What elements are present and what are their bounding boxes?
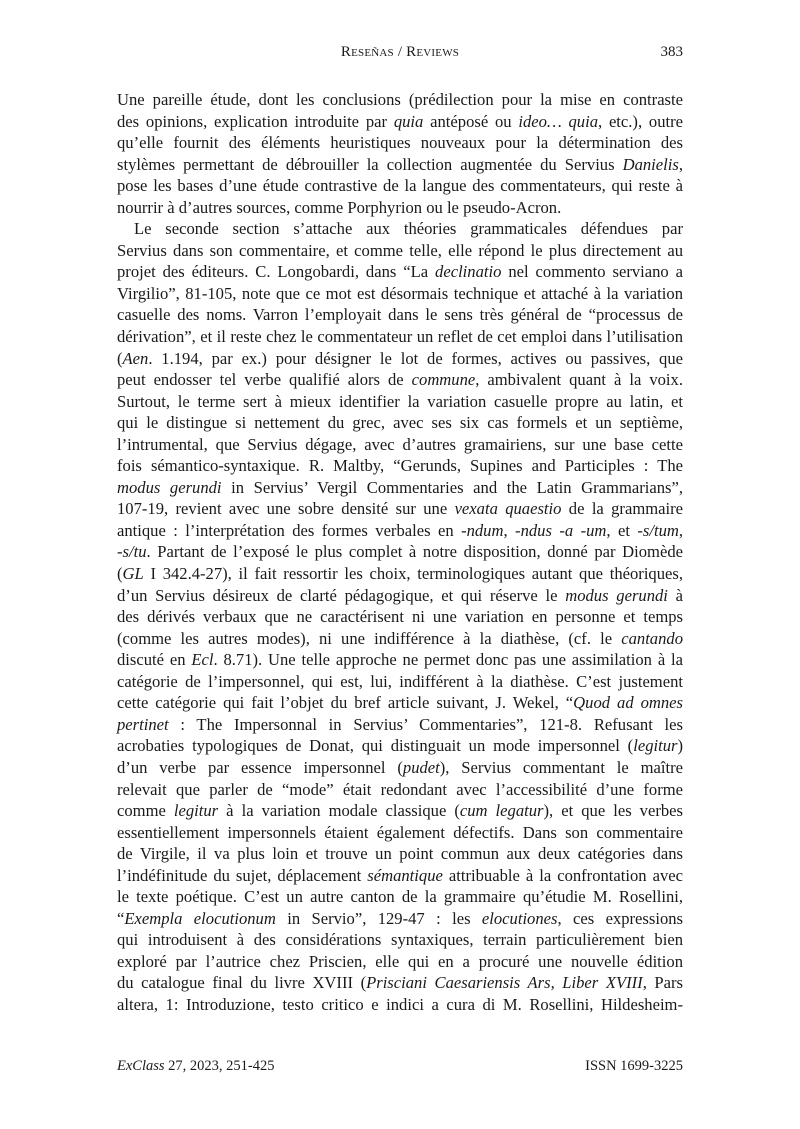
italic-term: Exempla elocutionum xyxy=(124,908,276,928)
text-line xyxy=(117,89,683,111)
text-line xyxy=(117,132,683,154)
text-segment: qui introduisent à des considérations syntaxiques, terrain particulièrement bien xyxy=(117,930,683,950)
text-line xyxy=(117,800,683,822)
text-line xyxy=(117,865,683,887)
italic-term: modus gerundi xyxy=(565,585,668,605)
italic-term: declinatio xyxy=(435,262,502,282)
issn: ISSN 1699-3225 xyxy=(585,1058,683,1074)
text-line xyxy=(117,779,683,801)
italic-term: -s/tum xyxy=(637,520,679,540)
text-segment: altera, 1: Introduzione, testo critico e indici a cura di M. Rosellini, Hildesheim- xyxy=(117,994,683,1014)
text-segment: à xyxy=(667,585,684,605)
journal-citation xyxy=(117,1058,275,1075)
text-segment: , et xyxy=(606,520,638,540)
text-line xyxy=(117,283,683,305)
text-line xyxy=(117,585,683,607)
text-segment: comme xyxy=(117,801,174,821)
paragraph xyxy=(117,89,683,218)
italic-term: vexata quaestio xyxy=(454,499,562,519)
text-segment: stylèmes permettant de débrouiller la collection augmentée du Servius xyxy=(117,154,623,174)
italic-term: legitur xyxy=(633,736,678,756)
text-line xyxy=(117,498,683,520)
text-segment: , etc.), outre xyxy=(598,111,683,131)
text-line xyxy=(117,154,683,176)
text-segment: cette catégorie qui fait l’objet du bref article suivant, J. Wekel, “ xyxy=(117,693,574,713)
body-text xyxy=(117,89,683,1016)
text-line xyxy=(117,175,683,197)
italic-term: -ndus -a -um xyxy=(515,520,607,540)
text-line xyxy=(117,563,683,585)
text-segment: dérivation”, et il reste chez le commentateur un reflet de cet emploi dans l’utilisation xyxy=(117,327,683,347)
text-line xyxy=(117,972,683,994)
italic-term: Quod ad omnes xyxy=(573,693,684,713)
text-segment: , ces expressions xyxy=(557,908,683,928)
text-line xyxy=(117,649,683,671)
text-segment: acrobaties typologiques de Donat, qui distinguait un mode impersonnel ( xyxy=(117,736,634,756)
text-line xyxy=(117,261,683,283)
italic-term: cum legatur xyxy=(459,801,544,821)
text-segment: , xyxy=(503,520,516,540)
text-segment: I 342.4-27), il fait ressortir les choix, terminologiques autant que théoriques, xyxy=(143,564,683,584)
italic-term: legitur xyxy=(173,801,219,821)
text-segment: 107-19, revient avec une sobre densité sur une xyxy=(117,499,455,519)
text-line xyxy=(117,111,683,133)
text-line xyxy=(117,671,683,693)
text-segment: des opinions, explication introduite par xyxy=(117,111,394,131)
italic-term: elocutiones xyxy=(481,908,558,928)
text-segment: attribuable à la confrontation avec xyxy=(442,865,683,885)
text-segment: Servius dans son commentaire, et comme telle, elle répond le plus directement au xyxy=(117,240,683,260)
text-segment: nourrir à d’autres sources, comme Porphyrion ou le pseudo-Acron. xyxy=(117,197,562,217)
text-segment: ( xyxy=(117,348,123,368)
text-segment: qui le distingue si nettement du grec, avec ses six cas formels et un septième, xyxy=(117,413,683,433)
text-segment: l’intrumental, que Servius dégage, avec d’autres gramairiens, sur une base cette xyxy=(117,434,683,454)
text-segment: (comme les autres modes), ni une indifférence à la diathèse, (cf. le xyxy=(117,628,622,648)
italic-term: GL xyxy=(122,564,144,584)
text-line xyxy=(117,951,683,973)
text-segment: exploré par l’autrice chez Priscien, elle qui en a procuré une nouvelle édition xyxy=(117,951,683,971)
text-segment: relevait que parler de “mode” était redondant avec l’accessibilité d’une forme xyxy=(117,779,683,799)
text-segment: ) xyxy=(677,736,683,756)
text-line xyxy=(117,886,683,908)
text-line xyxy=(117,606,683,628)
text-segment: fois sémantico-syntaxique. R. Maltby, “Gerunds, Supines and Participles : The xyxy=(117,456,683,476)
text-segment: casuelle des noms. Varron l’employait dans le sens très général de “processus de xyxy=(117,305,683,325)
volume-info: 27, 2023, 251-425 xyxy=(164,1058,275,1074)
italic-term: modus gerundi xyxy=(117,477,222,497)
text-segment: in Servius’ Vergil Commentaries and the Latin Grammarians”, xyxy=(221,477,683,497)
italic-term: commune xyxy=(411,370,476,390)
paragraph xyxy=(117,218,683,1015)
text-segment: , xyxy=(678,520,684,540)
text-line xyxy=(117,714,683,736)
text-segment: ), Servius commentant le maître xyxy=(439,757,683,777)
text-line xyxy=(117,197,683,219)
italic-term: pertinet xyxy=(117,714,169,734)
text-line xyxy=(117,994,683,1016)
text-segment: le texte poétique. C’est un autre canton de la grammaire qu’étudie M. Rosellini, xyxy=(117,887,683,907)
italic-term: -s/tu xyxy=(117,542,147,562)
text-segment: à la variation modale classique ( xyxy=(218,801,460,821)
text-segment: Surtout, le terme sert à mieux identifier la variation casuelle propre au latin, et xyxy=(117,391,683,411)
text-segment: d’un verbe par essence impersonnel ( xyxy=(117,757,403,777)
text-segment: in Servio”, 129-47 : les xyxy=(275,908,482,928)
text-segment: peut endosser tel verbe qualifié alors de xyxy=(117,370,412,390)
text-segment: , xyxy=(678,154,683,174)
text-line xyxy=(117,369,683,391)
text-line xyxy=(117,477,683,499)
text-line xyxy=(117,304,683,326)
text-segment: projet des éditeurs. C. Longobardi, dans “La xyxy=(117,262,436,282)
text-segment: . 8.71). Une telle approche ne permet donc pas une assimilation à la xyxy=(213,650,683,670)
text-segment: des dérivés verbaux que ne caractérisent ni une variation en personne et temps xyxy=(117,607,683,627)
text-line xyxy=(117,434,683,456)
italic-term: quia xyxy=(393,111,424,131)
italic-term: pudet xyxy=(402,757,440,777)
text-segment: discuté en xyxy=(117,650,192,670)
italic-term: sémantique xyxy=(367,865,443,885)
text-segment: d’un Servius désireux de clarté pédagogique, et qui réserve le xyxy=(117,585,566,605)
text-line xyxy=(117,541,683,563)
text-segment: du catalogue final du livre XVIII ( xyxy=(117,973,367,993)
text-line xyxy=(117,929,683,951)
text-segment: essentiellement impersonnels étaient également défectifs. Dans son commentaire xyxy=(117,822,683,842)
text-line xyxy=(117,822,683,844)
running-header xyxy=(117,44,683,68)
text-line xyxy=(117,735,683,757)
text-line xyxy=(117,218,683,240)
italic-term: Ecl xyxy=(191,650,214,670)
text-line xyxy=(117,908,683,930)
text-line xyxy=(117,692,683,714)
text-segment: ( xyxy=(117,564,123,584)
text-segment: “ xyxy=(117,908,125,928)
italic-term: ideo… quia xyxy=(518,111,598,131)
text-line xyxy=(117,326,683,348)
text-line xyxy=(117,628,683,650)
text-segment: catégorie de l’impersonnel, qui est, lui, indifférent à la diathèse. C’est justement xyxy=(117,671,683,691)
text-segment: nel commento serviano a xyxy=(501,262,683,282)
text-segment: Le seconde section s’attache aux théories grammaticales défendues par xyxy=(134,219,683,239)
italic-term: -ndum xyxy=(461,520,504,540)
text-segment: Une pareille étude, dont les conclusions (prédilection pour la mise en contraste xyxy=(117,90,683,109)
text-line xyxy=(117,757,683,779)
text-segment: . Partant de l’exposé le plus complet à notre disposition, donné par Diomède xyxy=(146,542,683,562)
text-segment: pose les bases d’une étude contrastive de la langue des commentateurs, qui reste à xyxy=(117,176,683,196)
text-segment: Virgilio”, 81-105, note que ce mot est désormais technique et attaché à la variation xyxy=(117,283,683,303)
italic-term: cantando xyxy=(621,628,683,648)
text-line xyxy=(117,520,683,542)
text-line xyxy=(117,843,683,865)
text-segment: antéposé ou xyxy=(423,111,519,131)
text-line xyxy=(117,391,683,413)
text-segment: . 1.194, par ex.) pour désigner le lot de formes, actives ou passives, que xyxy=(148,348,683,368)
text-segment: de la grammaire xyxy=(561,499,684,519)
running-title: Reseñas / Reviews xyxy=(340,44,460,60)
text-segment: : The Impersonnal in Servius’ Commentaries”, 121-8. Refusant les xyxy=(168,714,683,734)
text-segment: , ambivalent quant à la voix. xyxy=(475,370,683,390)
journal-name: ExClass xyxy=(117,1058,165,1074)
text-line xyxy=(117,412,683,434)
italic-term: Prisciani Caesariensis Ars, Liber XVIII xyxy=(366,973,643,993)
text-segment: qu’elle fournit des éléments heuristiques nouveaux pour la détermination des xyxy=(117,133,683,153)
text-line xyxy=(117,455,683,477)
text-line xyxy=(117,348,683,370)
text-segment: antique : l’interprétation des formes verbales en xyxy=(117,520,462,540)
italic-term: Aen xyxy=(122,348,149,368)
text-segment: ), et que les verbes xyxy=(543,801,683,821)
text-line xyxy=(117,240,683,262)
text-segment: , Pars xyxy=(642,973,683,993)
page-number: 383 xyxy=(660,44,683,60)
text-segment: l’indéfinitude du sujet, déplacement xyxy=(117,865,368,885)
text-segment: de Virgile, il va plus loin et trouve un point commun aux deux catégories dans xyxy=(117,844,683,864)
italic-term: Danielis xyxy=(622,154,679,174)
